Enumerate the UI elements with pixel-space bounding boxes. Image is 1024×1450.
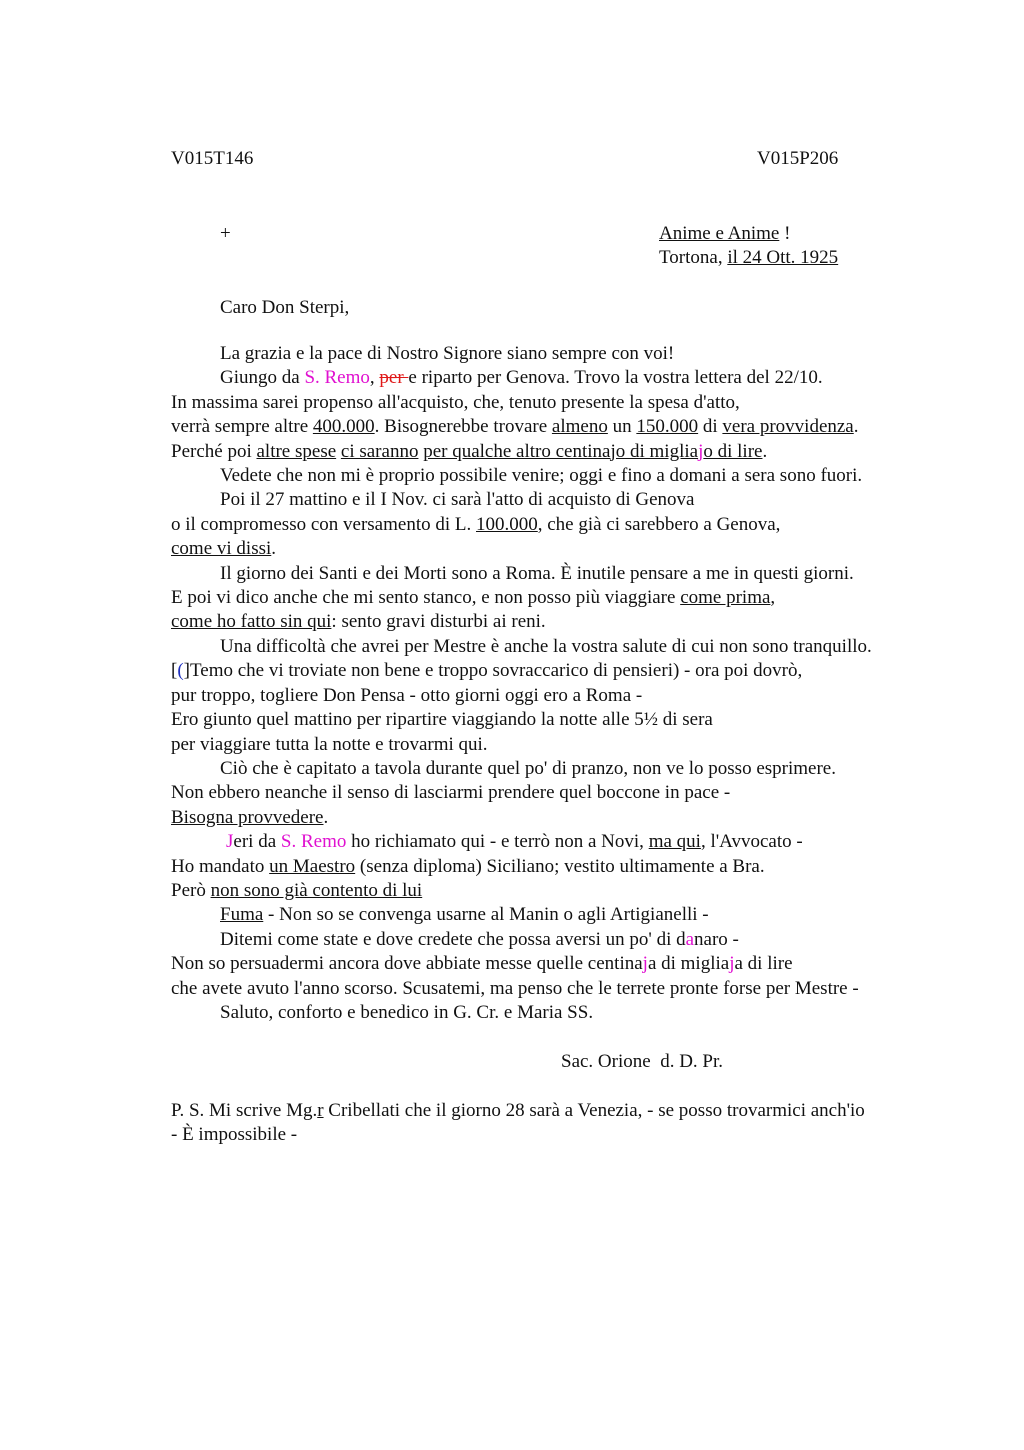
paragraph-6	[171, 586, 911, 635]
text: a di lire	[734, 953, 793, 975]
inserted-paren: (	[177, 660, 184, 682]
paragraph-3: Vedete che non mi è proprio possibile venire; oggi e fino a domani a sera sono fuori.	[220, 465, 863, 487]
text: Non ebbero neanche il senso di lasciarmi prendere quel boccone in pace -	[171, 782, 731, 804]
underlined: Bisogna provvedere	[171, 806, 324, 828]
text: E poi vi dico anche che mi sento stanco, e non posso più viaggiare	[171, 587, 681, 609]
text: .	[323, 806, 329, 828]
text: - Non so se convenga usarne al Manin o agli Artigianelli -	[263, 904, 709, 926]
text: Ho mandato	[171, 855, 270, 877]
text: per viaggiare tutta la notte e trovarmi qui.	[171, 733, 488, 755]
place-date	[659, 246, 838, 270]
motto-text: Anime e Anime	[659, 223, 780, 244]
text: , che già ci sarebbero a Genova,	[537, 513, 781, 535]
bracket: [	[171, 660, 178, 682]
underlined: come vi dissi	[171, 538, 272, 560]
signature: Sac. Orione d. D. Pr.	[561, 1050, 724, 1072]
doc-code-left: V015T146	[171, 148, 254, 169]
text: di	[698, 416, 723, 438]
text: naro -	[694, 928, 739, 950]
amount: 400.000	[312, 416, 375, 438]
amount: 150.000	[636, 416, 699, 438]
text: Però	[171, 879, 211, 901]
text: pur troppo, togliere Don Pensa - otto giorni oggi ero a Roma -	[171, 684, 643, 706]
text: Poi il 27 mattino e il I Nov. ci sarà l'atto di acquisto di Genova	[220, 489, 695, 511]
paragraph-7: Una difficoltà che avrei per Mestre è anche la vostra salute di cui non sono tranquillo.	[220, 635, 872, 657]
cross-mark: +	[220, 223, 231, 244]
text: eri da	[233, 831, 281, 853]
text: .	[271, 538, 277, 560]
text: In massima sarei propenso all'acquisto, che, tenuto presente la spesa d'atto,	[171, 391, 740, 413]
text: ,	[369, 367, 380, 389]
text: verrà sempre altre	[171, 416, 313, 438]
deleted-word: per	[379, 367, 409, 389]
text: Perché poi	[171, 440, 257, 462]
paragraph-1: La grazia e la pace di Nostro Signore siano sempre con voi!	[220, 343, 675, 364]
text: : sento gravi disturbi ai reni.	[331, 611, 546, 633]
text: un	[607, 416, 637, 438]
text: o di lire	[703, 440, 763, 462]
date: il 24 Ott. 1925	[727, 247, 839, 268]
underlined: altre spese	[256, 440, 337, 462]
underlined: Fuma	[220, 904, 264, 926]
corrected-letter: j	[698, 440, 704, 462]
underlined: un Maestro	[269, 855, 356, 877]
doc-code-right: V015P206	[757, 148, 839, 169]
greeting: Caro Don Sterpi,	[220, 297, 350, 318]
postscript	[171, 1099, 911, 1148]
text: e riparto per Genova. Trovo la vostra lettera del 22/10.	[408, 367, 823, 389]
paragraph-2	[171, 366, 911, 464]
text: Cribellati che il giorno 28 sarà a Venezia, - se posso trovarmici anch'io	[323, 1099, 865, 1121]
paragraph-13: Saluto, conforto e benedico in G. Cr. e Maria SS.	[220, 1001, 594, 1023]
underlined: come prima	[680, 587, 771, 609]
text: (senza diploma) Siciliano; vestito ultimamente a Bra.	[355, 855, 765, 877]
text: . Bisognerebbe trovare	[374, 416, 552, 438]
text: Non so persuadermi ancora dove abbiate messe quelle centina	[171, 953, 643, 975]
place-name: S. Remo	[304, 367, 370, 389]
text: per qualche altro centinajo di miglia	[423, 440, 699, 462]
text: .	[762, 440, 768, 462]
text: o il compromesso con versamento di L.	[171, 513, 476, 535]
text: ho richiamato qui - e terrò non a Novi,	[346, 831, 649, 853]
text: Giungo da	[220, 367, 305, 389]
underlined-phrase	[423, 441, 762, 462]
text: Ditemi come state e dove credete che possa aversi un po' di d	[220, 928, 686, 950]
bracket: ]	[183, 660, 190, 682]
underlined: ci saranno	[340, 440, 419, 462]
corrected-letter: a	[685, 928, 695, 950]
text: .	[853, 416, 859, 438]
place-name: S. Remo	[280, 831, 347, 853]
corrected-letter: J	[226, 831, 234, 853]
text: , l'Avvocato -	[700, 831, 803, 853]
text: a di miglia	[647, 953, 730, 975]
place: Tortona,	[659, 247, 728, 268]
paragraph-5: Il giorno dei Santi e dei Morti sono a Roma. È inutile pensare a me in questi giorni.	[220, 562, 854, 584]
text: ,	[770, 587, 776, 609]
text: - È impossibile -	[171, 1123, 298, 1145]
underlined: vera provvidenza	[722, 416, 854, 438]
amount: 100.000	[476, 513, 538, 535]
text: P. S. Mi scrive Mg.	[171, 1099, 318, 1121]
letter-body	[171, 342, 911, 1147]
underlined: come ho fatto sin qui	[171, 611, 332, 633]
corrected-letter: j	[729, 953, 735, 975]
paragraph-10	[171, 830, 911, 903]
text: Temo che vi troviate non bene e troppo sovraccarico di pensieri) - ora poi dovrò,	[189, 660, 803, 682]
paragraph-9	[171, 757, 911, 830]
paragraph-8	[171, 659, 911, 757]
underlined: non sono già contento di lui	[210, 879, 423, 901]
corrected-letter: j	[642, 953, 648, 975]
underlined: ma qui	[648, 831, 701, 853]
motto-bang: !	[779, 223, 791, 244]
text: Ciò che è capitato a tavola durante quel po' di pranzo, non ve lo posso esprimere.	[220, 757, 836, 779]
paragraph-4	[171, 488, 911, 561]
motto	[659, 222, 790, 246]
paragraph-12	[171, 928, 911, 1001]
text: Ero giunto quel mattino per ripartire viaggiando la notte alle 5½ di sera	[171, 709, 713, 731]
paragraph-11	[171, 903, 911, 927]
underlined: almeno	[551, 416, 608, 438]
underlined: r	[317, 1099, 324, 1121]
text: che avete avuto l'anno scorso. Scusatemi, ma penso che le terrete pronte forse per Mestre -	[171, 977, 859, 999]
